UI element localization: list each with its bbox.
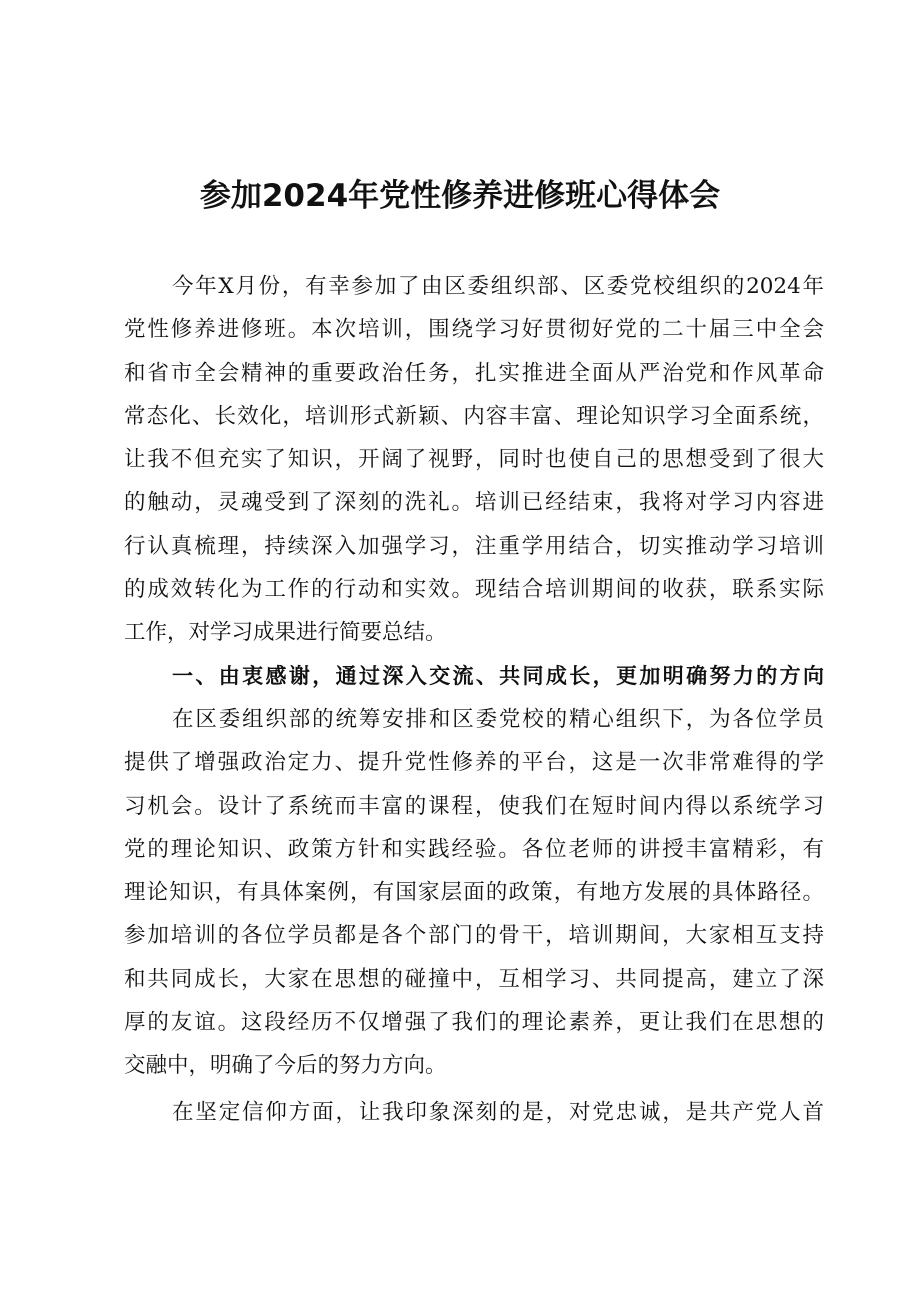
paragraph-line: 党的理论知识、政策方针和实践经验。各位老师的讲授丰富精彩，有 (124, 836, 824, 862)
paragraph-line: 在区委组织部的统筹安排和区委党校的精心组织下，为各位学员 (172, 707, 824, 732)
paragraph-line: 和共同成长，大家在思想的碰撞中，互相学习、共同提高，建立了深 (124, 966, 824, 992)
paragraph-line: 习机会。设计了系统而丰富的课程，使我们在短时间内得以系统学习 (124, 793, 824, 819)
paragraph-line: 和省市全会精神的重要政治任务，扎实推进全面从严治党和作风革命 (124, 360, 824, 386)
paragraph-line: 党性修养进修班。本次培训，围绕学习好贯彻好党的二十届三中全会 (124, 317, 824, 343)
paragraph-line: 的成效转化为工作的行动和实效。现结合培训期间的收获，联系实际 (124, 577, 824, 603)
paragraph-line: 厚的友谊。这段经历不仅增强了我们的理论素养，更让我们在思想的 (124, 1010, 824, 1036)
paragraph-line: 在坚定信仰方面，让我印象深刻的是，对党忠诚，是共产党人首 (172, 1100, 824, 1125)
paragraph-line: 提供了增强政治定力、提升党性修养的平台，这是一次非常难得的学 (124, 750, 824, 776)
paragraph-belief (124, 1091, 824, 1134)
paragraph-section1 (124, 698, 824, 1088)
paragraph-line: 交融中，明确了今后的努力方向。 (124, 1053, 447, 1079)
paragraph-line: 工作，对学习成果进行简要总结。 (124, 620, 447, 646)
paragraph-line: 的触动，灵魂受到了深刻的洗礼。培训已经结束，我将对学习内容进 (124, 490, 824, 516)
paragraph-line: 今年X月份，有幸参加了由区委组织部、区委党校组织的2024年 (172, 274, 824, 299)
section-heading: 一、由衷感谢，通过深入交流、共同成长，更加明确努力的方向 (172, 663, 824, 688)
paragraph-line: 常态化、长效化，培训形式新颖、内容丰富、理论知识学习全面系统， (124, 403, 824, 429)
document-title: 参加2024年党性修养进修班心得体会 (199, 178, 721, 214)
paragraph-line: 理论知识，有具体案例，有国家层面的政策，有地方发展的具体路径。 (124, 880, 824, 906)
paragraph-intro (124, 265, 824, 698)
paragraph-line: 参加培训的各位学员都是各个部门的骨干，培训期间，大家相互支持 (124, 923, 824, 949)
paragraph-line: 行认真梳理，持续深入加强学习，注重学用结合，切实推动学习培训 (124, 533, 824, 559)
paragraph-line: 让我不但充实了知识，开阔了视野，同时也使自己的思想受到了很大 (124, 447, 824, 473)
